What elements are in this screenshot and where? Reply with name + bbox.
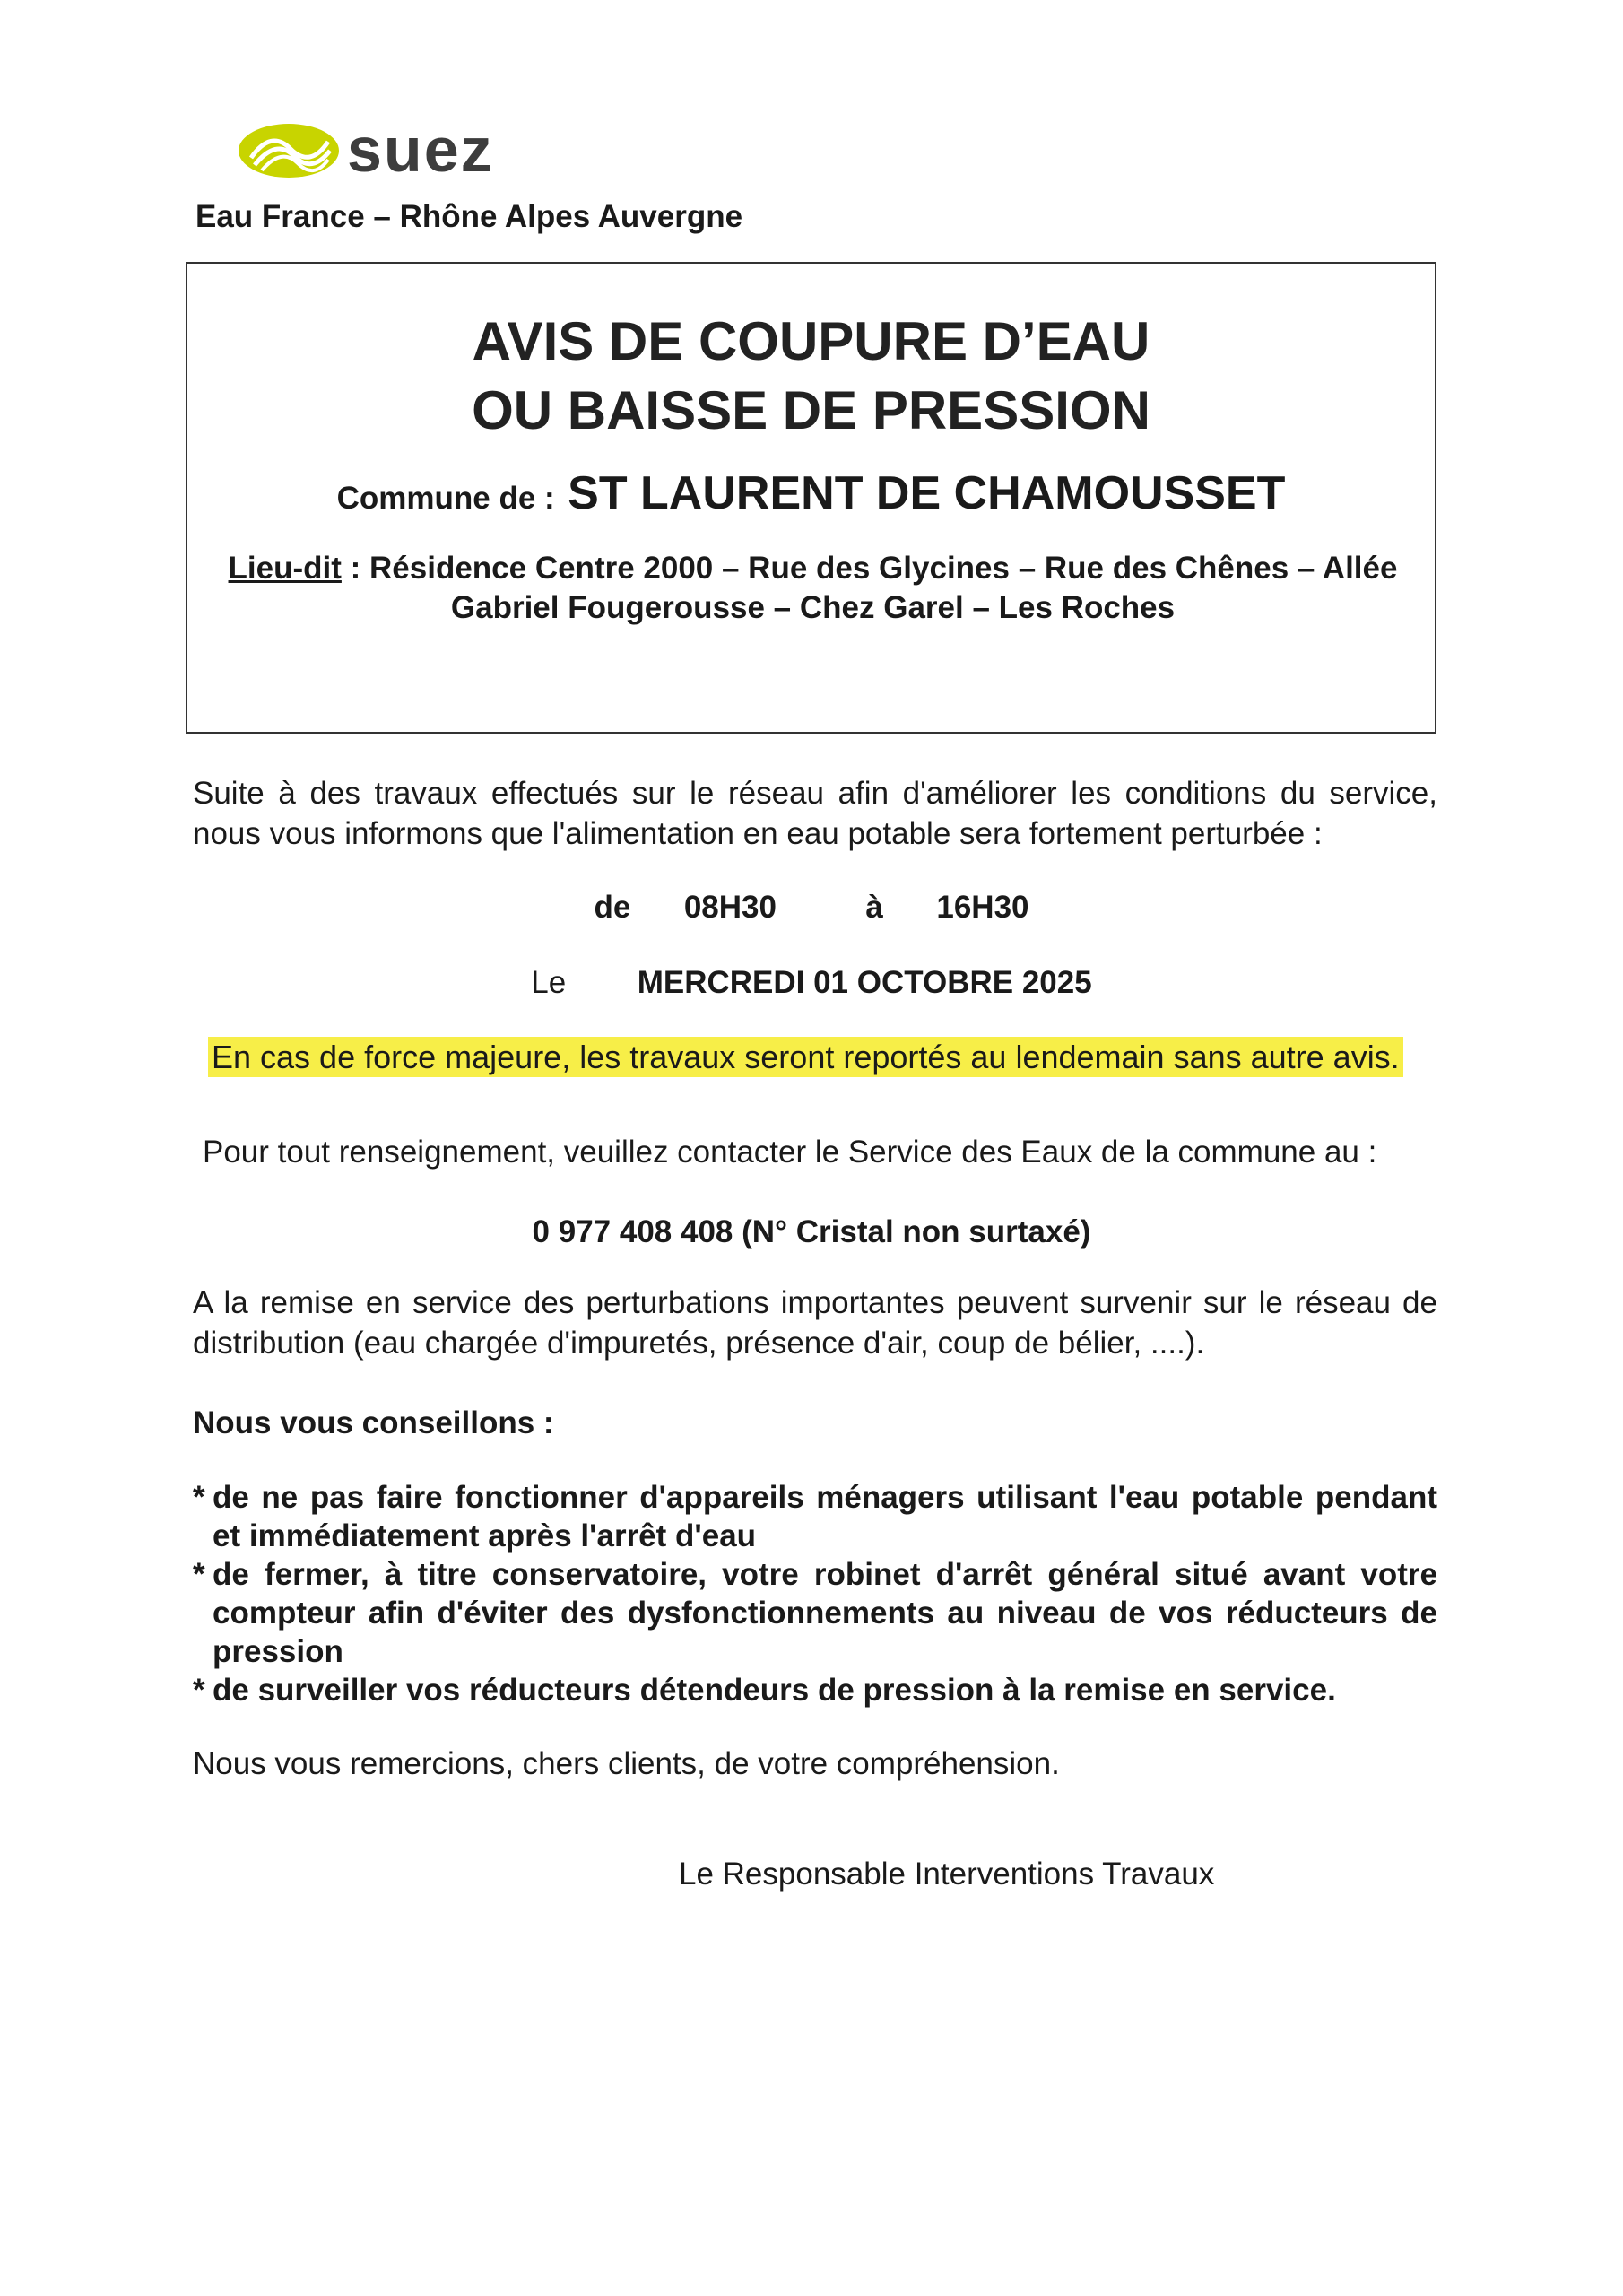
region-label: Eau France – Rhône Alpes Auvergne	[195, 199, 743, 234]
notice-title	[187, 307, 1435, 445]
date-value: MERCREDI 01 OCTOBRE 2025	[637, 965, 1092, 1000]
suez-swirl-icon	[235, 117, 343, 184]
force-majeure-text: En cas de force majeure, les travaux seront reportés au lendemain sans autre avis.	[208, 1037, 1403, 1077]
intro-paragraph: Suite à des travaux effectués sur le réseau afin d'améliorer les conditions du service, nous vous informons que l'alimentation en eau potable sera fortement perturbée :	[193, 776, 1437, 851]
lieu-dit	[204, 549, 1422, 628]
advice-text: de ne pas faire fonctionner d'appareils ménagers utilisant l'eau potable pendant et immédiatement après l'arrêt d'eau	[213, 1480, 1437, 1553]
advice-heading: Nous vous conseillons :	[193, 1405, 554, 1440]
bullet-star-icon: *	[193, 1480, 205, 1515]
date-label: Le	[531, 965, 567, 1000]
bullet-star-icon: *	[193, 1557, 205, 1592]
force-majeure-notice	[208, 1039, 1403, 1076]
notice-header-box	[186, 262, 1436, 734]
contact-text: Pour tout renseignement, veuillez contacter le Service des Eaux de la commune au :	[203, 1135, 1377, 1170]
commune-line	[187, 466, 1435, 520]
advice-item	[193, 1478, 1437, 1555]
signature: Le Responsable Interventions Travaux	[679, 1857, 1215, 1892]
logo-wordmark: suez	[347, 115, 494, 185]
lieu-dit-label: Lieu-dit	[228, 551, 342, 586]
date-line	[0, 965, 1623, 1001]
title-line-2: OU BAISSE DE PRESSION	[472, 380, 1150, 440]
phone-number: 0 977 408 408 (N° Cristal non surtaxé)	[532, 1214, 1091, 1249]
time-from-label: de	[594, 890, 631, 925]
title-line-1: AVIS DE COUPURE D’EAU	[472, 311, 1150, 371]
advice-text: de surveiller vos réducteurs détendeurs de pression à la remise en service.	[213, 1673, 1336, 1708]
suez-logo	[235, 117, 522, 188]
remise-paragraph: A la remise en service des perturbations importantes peuvent survenir sur le réseau de distribution (eau chargée d'impuretés, présence d'air, coup de bélier, ....).	[193, 1285, 1437, 1361]
time-to: 16H30	[936, 890, 1029, 925]
commune-label: Commune de :	[336, 481, 555, 516]
advice-text: de fermer, à titre conservatoire, votre robinet d'arrêt général situé avant votre compteur afin d'éviter des dysfonctionnements au niveau de vos réducteurs de pression	[213, 1557, 1437, 1669]
time-range	[0, 890, 1623, 926]
advice-item	[193, 1671, 1437, 1709]
thanks-text: Nous vous remercions, chers clients, de votre compréhension.	[193, 1746, 1060, 1781]
bullet-star-icon: *	[193, 1673, 205, 1708]
advice-list	[193, 1478, 1437, 1709]
lieu-dit-text: : Résidence Centre 2000 – Rue des Glycines – Rue des Chênes – Allée Gabriel Fougerousse – Chez Garel – Les Roches	[341, 551, 1398, 625]
commune-name: ST LAURENT DE CHAMOUSSET	[568, 467, 1286, 519]
time-from: 08H30	[683, 890, 777, 925]
time-to-label: à	[865, 890, 883, 925]
advice-item	[193, 1555, 1437, 1671]
